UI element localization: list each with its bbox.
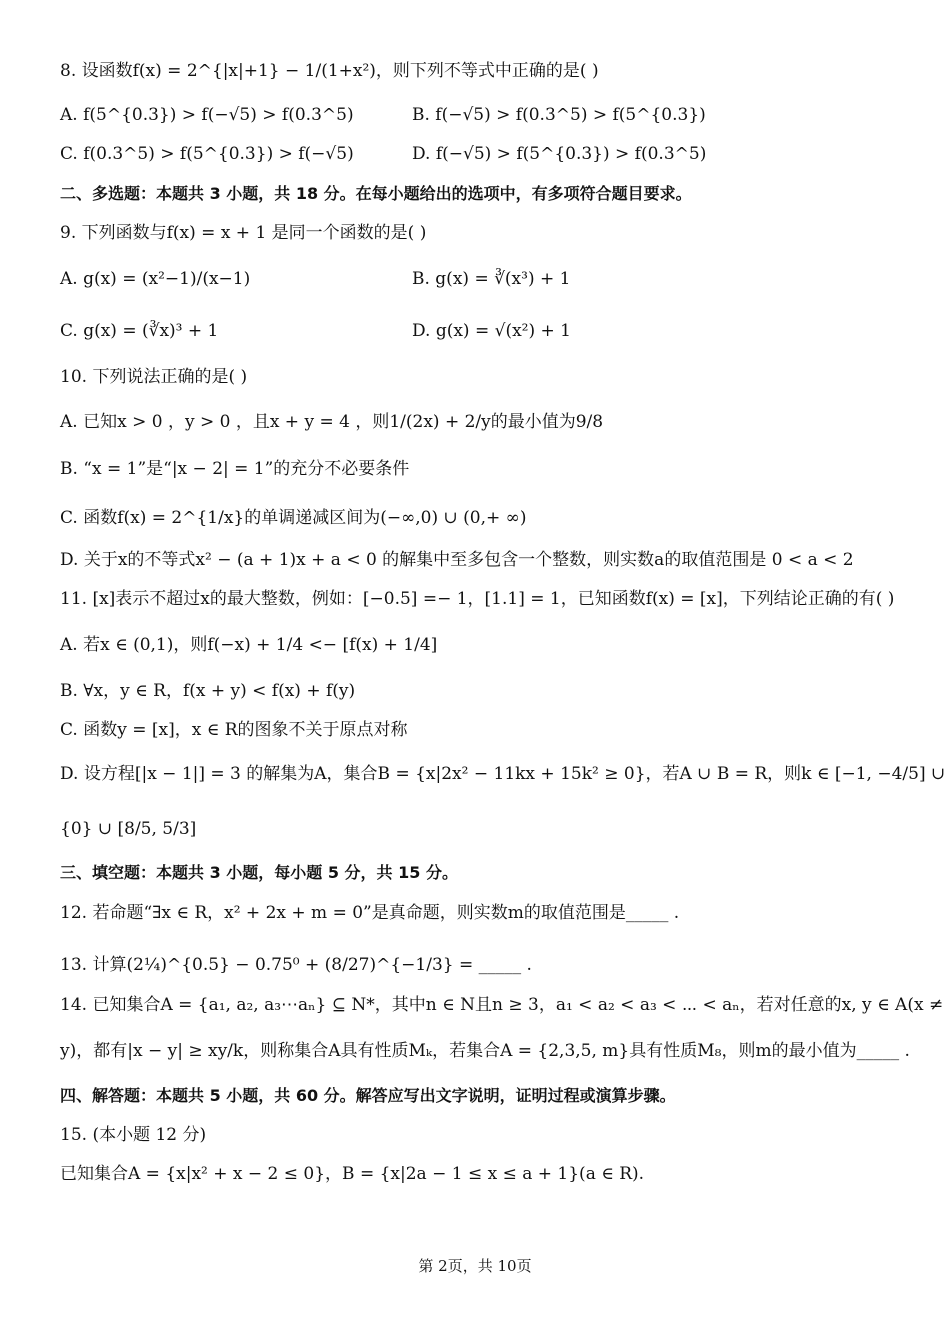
section-2-heading: 二、多选题：本题共 3 小题，共 18 分。在每小题给出的选项中，有多项符合题目要求。 [60,184,692,203]
q10-option-d: D. 关于x的不等式x² − (a + 1)x + a < 0 的解集中至多包含一个整数，则实数a的取值范围是 0 < a < 2 [60,550,854,570]
q10-stem: 10. 下列说法正确的是( ) [60,367,248,387]
q9-option-a: A. g(x) = (x²−1)/(x−1) [60,269,251,289]
q11-option-d-line2: {0} ∪ [8/5, 5/3] [60,819,197,839]
q12-text: 12. 若命题“∃x ∈ R，x² + 2x + m = 0”是真命题，则实数m的取值范围是_____ . [60,903,680,923]
q9-stem: 9. 下列函数与f(x) = x + 1 是同一个函数的是( ) [60,223,427,243]
section-4-heading: 四、解答题：本题共 5 小题，共 60 分。解答应写出文字说明，证明过程或演算步骤。 [60,1086,676,1105]
q8-stem: 8. 设函数f(x) = 2^{|x|+1} − 1/(1+x²)，则下列不等式中正确的是( ) [60,61,599,81]
page-footer: 第 2页，共 10页 [418,1257,532,1275]
q14-line2: y)，都有|x − y| ≥ xy/k，则称集合A具有性质Mₖ，若集合A = {2,3,5, m}具有性质M₈，则m的最小值为_____ . [60,1041,910,1061]
q10-option-c: C. 函数f(x) = 2^{1/x}的单调递减区间为(−∞,0) ∪ (0,+ ∞) [60,508,527,528]
section-3-heading: 三、填空题：本题共 3 小题，每小题 5 分，共 15 分。 [60,863,458,882]
q8-option-c: C. f(0.3^5) > f(5^{0.3}) > f(−√5) [60,144,354,164]
q8-option-b: B. f(−√5) > f(0.3^5) > f(5^{0.3}) [412,105,706,125]
q8-option-a: A. f(5^{0.3}) > f(−√5) > f(0.3^5) [60,105,354,125]
q9-option-d: D. g(x) = √(x²) + 1 [412,321,571,341]
q9-option-b: B. g(x) = ∛(x³) + 1 [412,269,571,289]
q13-text: 13. 计算(2¼)^{0.5} − 0.75⁰ + (8/27)^{−1/3} = _____ . [60,955,532,975]
q8-option-d: D. f(−√5) > f(5^{0.3}) > f(0.3^5) [412,144,707,164]
q14-line1: 14. 已知集合A = {a₁, a₂, a₃⋯aₙ} ⊆ N*，其中n ∈ N且n ≥ 3，a₁ < a₂ < a₃ < ⋯ < aₙ，若对任意的x, y ∈ A(x ≠ [60,995,944,1015]
q10-option-b: B. “x = 1”是“|x − 2| = 1”的充分不必要条件 [60,459,410,479]
q11-option-c: C. 函数y = [x]，x ∈ R的图象不关于原点对称 [60,720,408,740]
q9-option-c: C. g(x) = (∛x)³ + 1 [60,321,219,341]
q11-option-a: A. 若x ∈ (0,1)，则f(−x) + 1/4 <− [f(x) + 1/4] [60,635,438,655]
q11-stem: 11. [x]表示不超过x的最大整数，例如：[−0.5] =− 1，[1.1] = 1，已知函数f(x) = [x]，下列结论正确的有( ) [60,589,895,609]
q11-option-d-line1: D. 设方程[|x − 1|] = 3 的解集为A，集合B = {x|2x² − 11kx + 15k² ≥ 0}，若A ∪ B = R，则k ∈ [−1, −4/5] ∪ [60,764,946,784]
q15-title: 15. (本小题 12 分) [60,1125,207,1145]
q15-text: 已知集合A = {x|x² + x − 2 ≤ 0}，B = {x|2a − 1 ≤ x ≤ a + 1}(a ∈ R). [60,1164,645,1184]
q10-option-a: A. 已知x > 0 ，y > 0 ，且x + y = 4 ，则1/(2x) + 2/y的最小值为9/8 [60,412,604,432]
q11-option-b: B. ∀x，y ∈ R，f(x + y) < f(x) + f(y) [60,681,356,701]
